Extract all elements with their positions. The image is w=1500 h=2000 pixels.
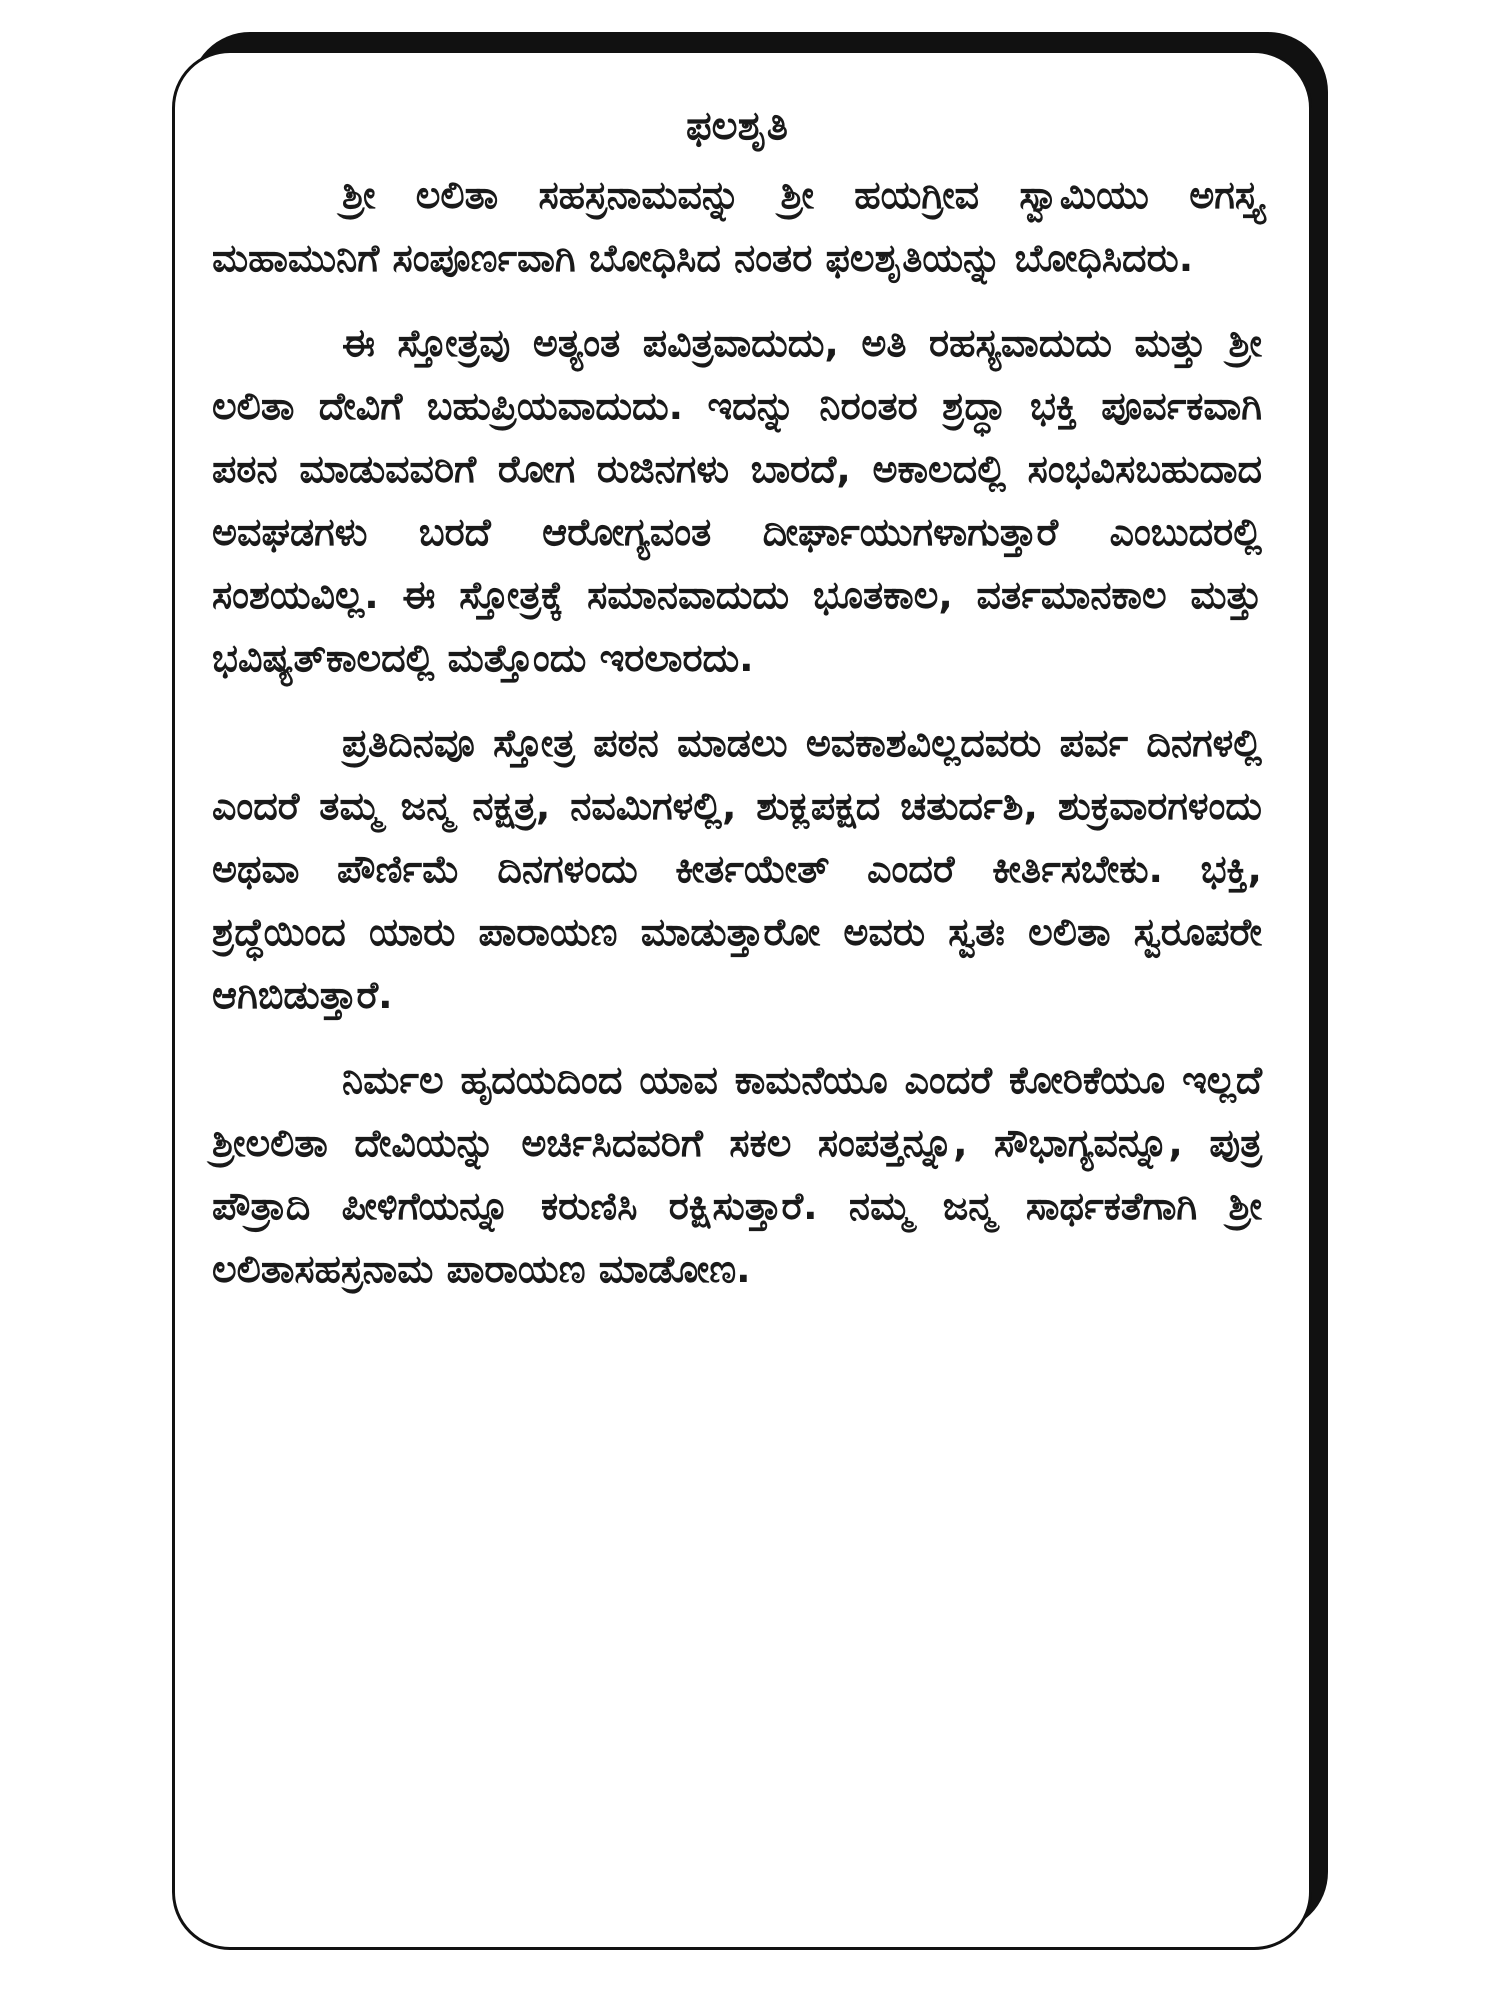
paragraph-4: ನಿರ್ಮಲ ಹೃದಯದಿಂದ ಯಾವ ಕಾಮನೆಯೂ ಎಂದರೆ ಕೋರಿಕೆಯೂ ಇಲ್ಲದೆ ಶ್ರೀಲಲಿತಾ ದೇವಿಯನ್ನು ಅರ್ಚಿಸಿದವರಿಗೆ ಸಕಲ ಸಂಪತ್ತನ್ನೂ, ಸೌಭಾಗ್ಯವನ್ನೂ, ಪುತ್ರ ಪೌತ್ರಾದಿ ಪೀಳಿಗೆಯನ್ನೂ ಕರುಣಿಸಿ ರಕ್ಷಿಸುತ್ತಾರೆ. ನಮ್ಮ ಜನ್ಮ ಸಾರ್ಥಕತೆಗಾಗಿ ಶ್ರೀ ಲಲಿತಾಸಹಸ್ರನಾಮ ಪಾರಾಯಣ ಮಾಡೋಣ. xyxy=(212,1058,1262,1291)
page-title: ಫಲಶೃತಿ xyxy=(686,103,788,149)
paragraph-2: ಈ ಸ್ತೋತ್ರವು ಅತ್ಯಂತ ಪವಿತ್ರವಾದುದು, ಅತಿ ರಹಸ್ಯವಾದುದು ಮತ್ತು ಶ್ರೀ ಲಲಿತಾ ದೇವಿಗೆ ಬಹುಪ್ರಿಯವಾದುದು. ಇದನ್ನು ನಿರಂತರ ಶ್ರದ್ಧಾ ಭಕ್ತಿ ಪೂರ್ವಕವಾಗಿ ಪಠನ ಮಾಡುವವರಿಗೆ ರೋಗ ರುಜಿನಗಳು ಬಾರದೆ, ಅಕಾಲದಲ್ಲಿ ಸಂಭವಿಸಬಹುದಾದ ಅವಘಡಗಳು ಬರದೆ ಆರೋಗ್ಯವಂತ ದೀರ್ಘಾಯುಗಳಾಗುತ್ತಾರೆ ಎಂಬುದರಲ್ಲಿ ಸಂಶಯವಿಲ್ಲ. ಈ ಸ್ತೋತ್ರಕ್ಕೆ ಸಮಾನವಾದುದು ಭೂತಕಾಲ, ವರ್ತಮಾನಕಾಲ ಮತ್ತು ಭವಿಷ್ಯತ್‌ಕಾಲದಲ್ಲಿ ಮತ್ತೊಂದು ಇರಲಾರದು. xyxy=(212,321,1262,680)
page-content xyxy=(212,96,1262,1323)
paragraph-1: ಶ್ರೀ ಲಲಿತಾ ಸಹಸ್ರನಾಮವನ್ನು ಶ್ರೀ ಹಯಗ್ರೀವ ಸ್ವಾಮಿಯು ಅಗಸ್ತ್ಯ ಮಹಾಮುನಿಗೆ ಸಂಪೂರ್ಣವಾಗಿ ಬೋಧಿಸಿದ ನಂತರ ಫಲಶೃತಿಯನ್ನು ಬೋಧಿಸಿದರು. xyxy=(212,173,1262,280)
paragraph-3: ಪ್ರತಿದಿನವೂ ಸ್ತೋತ್ರ ಪಠನ ಮಾಡಲು ಅವಕಾಶವಿಲ್ಲದವರು ಪರ್ವ ದಿನಗಳಲ್ಲಿ ಎಂದರೆ ತಮ್ಮ ಜನ್ಮ ನಕ್ಷತ್ರ, ನವಮಿಗಳಲ್ಲಿ, ಶುಕ್ಲಪಕ್ಷದ ಚತುರ್ದಶಿ, ಶುಕ್ರವಾರಗಳಂದು ಅಥವಾ ಪೌರ್ಣಿಮೆ ದಿನಗಳಂದು ಕೀರ್ತಯೇತ್ ಎಂದರೆ ಕೀರ್ತಿಸಬೇಕು. ಭಕ್ತಿ, ಶ್ರದ್ಧೆಯಿಂದ ಯಾರು ಪಾರಾಯಣ ಮಾಡುತ್ತಾರೋ ಅವರು ಸ್ವತಃ ಲಲಿತಾ ಸ್ವರೂಪರೇ ಆಗಿಬಿಡುತ್ತಾರೆ. xyxy=(212,721,1262,1017)
